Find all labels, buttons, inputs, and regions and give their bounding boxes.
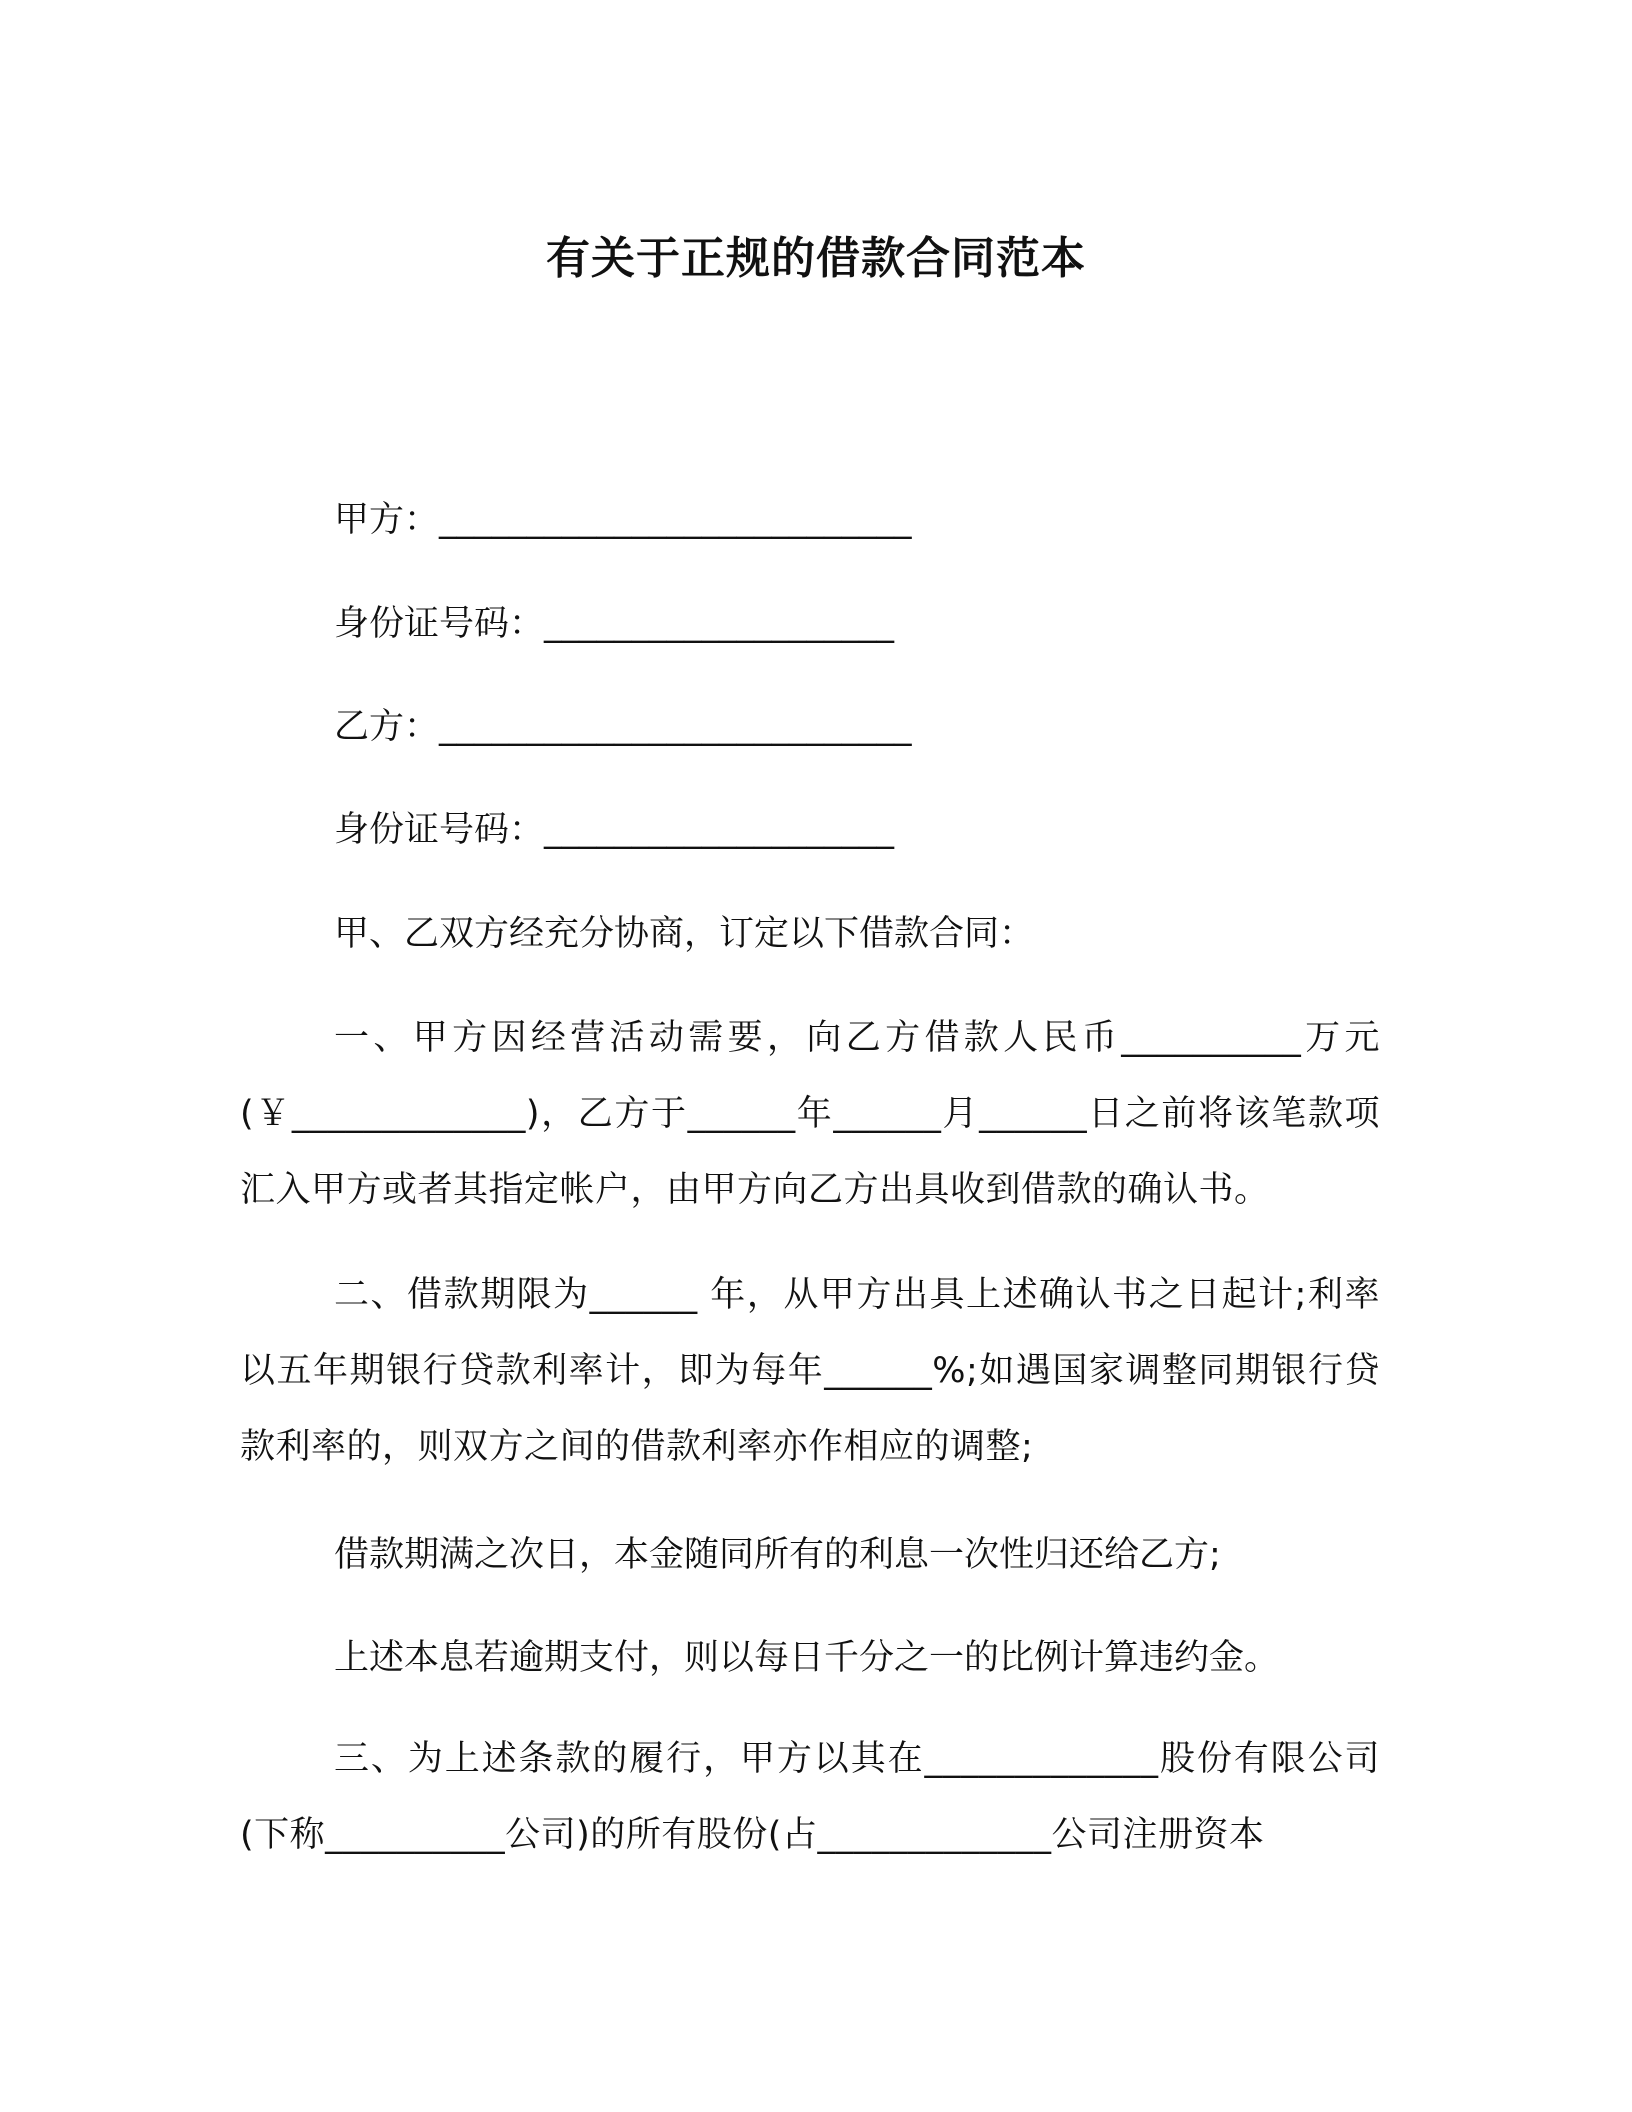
party-b-id-field: 身份证号码：____________________ — [334, 810, 895, 850]
clause-2-loan-term: 二、借款期限为______ 年，从甲方出具上述确认书之日起计;利率以五年期银行贷款利率计，即为每年______%;如遇国家调整同期银行贷款利率的，则双方之间的借款利率亦作相应的调整; — [240, 1275, 1380, 1467]
clause-3-guarantee: 三、为上述条款的履行，甲方以其在_____________股份有限公司(下称__________公司)的所有股份(占_____________公司注册资本 — [240, 1739, 1380, 1855]
clause-2-penalty: 上述本息若逾期支付，则以每日千分之一的比例计算违约金。 — [334, 1638, 1280, 1678]
party-a-id-field: 身份证号码：____________________ — [334, 604, 895, 644]
document-title: 有关于正规的借款合同范本 — [546, 233, 1086, 284]
clause-1-loan-amount: 一、甲方因经营活动需要，向乙方借款人民币__________万元(￥_____________)，乙方于______年______月______日之前将该笔款项汇入甲方或者其指定帐户，由甲方向乙方出具收到借款的确认书。 — [240, 1018, 1380, 1210]
clause-2-repayment: 借款期满之次日，本金随同所有的利息一次性归还给乙方; — [334, 1535, 1221, 1575]
party-b-field: 乙方：___________________________ — [334, 707, 912, 747]
party-a-field: 甲方：___________________________ — [334, 500, 912, 540]
contract-intro: 甲、乙双方经充分协商，订定以下借款合同： — [334, 914, 1035, 954]
